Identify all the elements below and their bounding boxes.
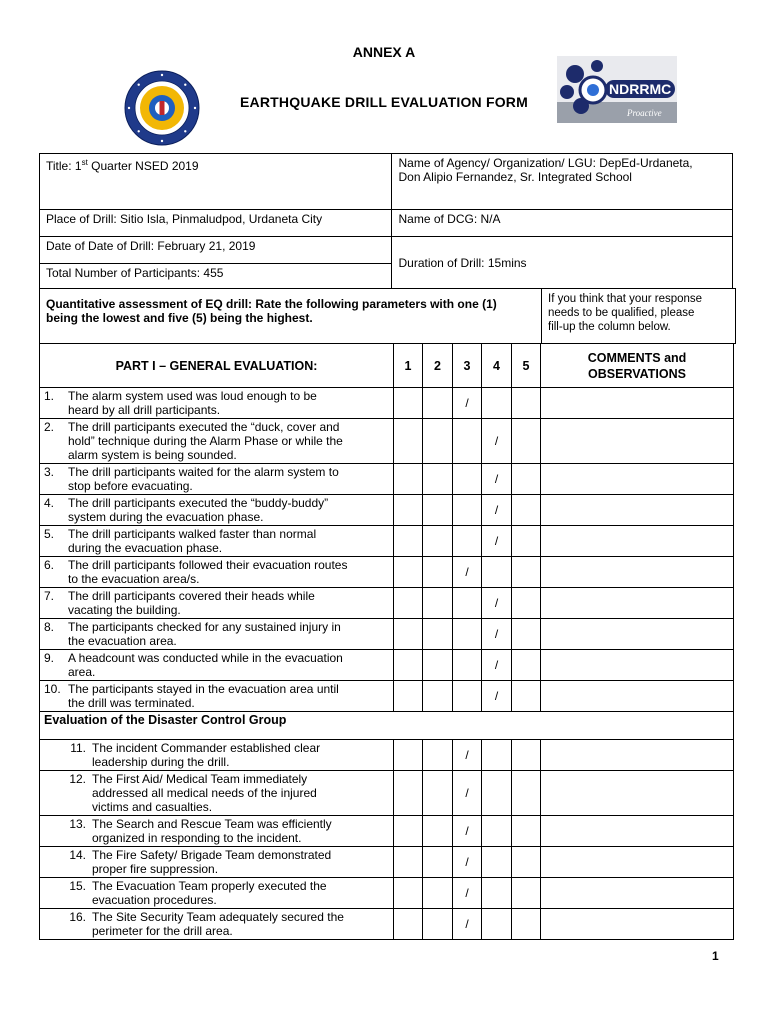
- criterion-number: 1.: [44, 389, 55, 403]
- rating-cell-1[interactable]: [394, 588, 423, 619]
- rating-cell-1[interactable]: [394, 681, 423, 712]
- rating-cell-4[interactable]: [482, 619, 512, 650]
- rating-mark: /: [494, 434, 499, 448]
- criterion-cell: [40, 419, 394, 464]
- dnd-seal-logo: [124, 70, 200, 146]
- quantitative-assessment-table: [39, 288, 736, 344]
- criterion-cell: [40, 557, 394, 588]
- ndrrmc-logo: [557, 56, 677, 123]
- rating-cell-4[interactable]: [482, 588, 512, 619]
- rating-cell-5[interactable]: [512, 619, 541, 650]
- dcg-name-cell: Name of DCG: N/A: [392, 210, 733, 237]
- rating-cell-3[interactable]: [453, 495, 482, 526]
- rating-cell-1[interactable]: [394, 816, 423, 847]
- rating-cell-5[interactable]: [512, 909, 541, 940]
- rating-cell-5[interactable]: [512, 419, 541, 464]
- criterion-number: 9.: [44, 651, 55, 665]
- rating-cell-5[interactable]: [512, 740, 541, 771]
- criterion-text: The drill participants covered their heads while vacating the building.: [68, 589, 315, 617]
- criterion-cell: [40, 740, 394, 771]
- rating-cell-3[interactable]: [453, 816, 482, 847]
- evaluation-table: [39, 343, 734, 940]
- rating-cell-2[interactable]: [423, 878, 453, 909]
- rating-cell-4[interactable]: [482, 740, 512, 771]
- rating-mark: /: [465, 786, 469, 800]
- criterion-text: The Fire Safety/ Brigade Team demonstrated proper fire suppression.: [92, 848, 332, 876]
- rating-cell-1[interactable]: [394, 650, 423, 681]
- rating-cell-1[interactable]: [394, 847, 423, 878]
- evaluation-row: [40, 557, 734, 588]
- rating-header-1: 1: [394, 344, 423, 388]
- rating-cell-2[interactable]: [423, 557, 453, 588]
- evaluation-row: [40, 650, 734, 681]
- duration-cell: Duration of Drill: 15mins: [392, 237, 733, 289]
- rating-cell-5[interactable]: [512, 878, 541, 909]
- evaluation-row: [40, 771, 734, 816]
- criterion-number: 12.: [69, 772, 86, 786]
- rating-cell-3[interactable]: [453, 588, 482, 619]
- comments-cell[interactable]: [541, 419, 734, 464]
- criterion-text: The drill participants walked faster than normal during the evacuation phase.: [68, 527, 317, 555]
- rating-cell-4[interactable]: [482, 526, 512, 557]
- rating-header-3: 3: [453, 344, 482, 388]
- rating-cell-2[interactable]: [423, 419, 453, 464]
- criterion-cell: [40, 495, 394, 526]
- criterion-text: The drill participants followed their evacuation routes to the evacuation area/s.: [68, 558, 348, 586]
- comments-cell[interactable]: [541, 619, 734, 650]
- rating-mark: /: [494, 472, 499, 486]
- drill-info-table: [39, 153, 733, 289]
- date-of-drill-cell: Date of Date of Drill: February 21, 2019: [40, 237, 392, 264]
- criterion-cell: [40, 588, 394, 619]
- rating-cell-5[interactable]: [512, 650, 541, 681]
- rating-mark: /: [494, 534, 499, 548]
- criterion-text: A headcount was conducted while in the evacuation area.: [68, 651, 343, 679]
- evaluation-row: [40, 388, 734, 419]
- criterion-number: 11.: [70, 741, 86, 755]
- participants-cell: Total Number of Participants: 455: [40, 264, 392, 289]
- criterion-number: 10.: [44, 682, 61, 696]
- rating-cell-5[interactable]: [512, 464, 541, 495]
- rating-cell-2[interactable]: [423, 740, 453, 771]
- rating-cell-4[interactable]: [482, 650, 512, 681]
- rating-mark: /: [465, 855, 469, 869]
- rating-cell-5[interactable]: [512, 771, 541, 816]
- comments-cell[interactable]: [541, 771, 734, 816]
- rating-cell-4[interactable]: [482, 495, 512, 526]
- rating-cell-5[interactable]: [512, 557, 541, 588]
- rating-cell-2[interactable]: [423, 388, 453, 419]
- criterion-number: 6.: [44, 558, 55, 572]
- criterion-text: The alarm system used was loud enough to be heard by all drill participants.: [68, 389, 317, 417]
- rating-cell-4[interactable]: [482, 419, 512, 464]
- form-title: EARTHQUAKE DRILL EVALUATION FORM: [240, 94, 528, 110]
- criterion-number: 5.: [44, 527, 55, 541]
- comments-cell[interactable]: [541, 740, 734, 771]
- evaluation-row: [40, 619, 734, 650]
- rating-mark: /: [494, 503, 499, 517]
- comments-cell[interactable]: [541, 681, 734, 712]
- comments-cell[interactable]: [541, 588, 734, 619]
- rating-cell-5[interactable]: [512, 847, 541, 878]
- rating-cell-4[interactable]: [482, 464, 512, 495]
- criterion-number: 4.: [44, 496, 55, 510]
- evaluation-row: [40, 681, 734, 712]
- dcg-section-row: [40, 712, 734, 740]
- rating-cell-2[interactable]: [423, 495, 453, 526]
- comments-header: COMMENTS and OBSERVATIONS: [541, 344, 734, 388]
- rating-mark: /: [494, 658, 499, 672]
- criterion-cell: [40, 464, 394, 495]
- rating-cell-4[interactable]: [482, 878, 512, 909]
- rating-cell-4[interactable]: [482, 909, 512, 940]
- evaluation-row: [40, 495, 734, 526]
- comments-cell[interactable]: [541, 650, 734, 681]
- evaluation-row: [40, 740, 734, 771]
- rating-mark: /: [465, 748, 469, 762]
- rating-cell-3[interactable]: [453, 681, 482, 712]
- rating-cell-1[interactable]: [394, 419, 423, 464]
- criterion-number: 7.: [44, 589, 55, 603]
- rating-mark: /: [465, 824, 469, 838]
- rating-cell-3[interactable]: [453, 771, 482, 816]
- rating-mark: /: [465, 917, 469, 931]
- place-of-drill-cell: Place of Drill: Sitio Isla, Pinmaludpod, Urdaneta City: [40, 210, 392, 237]
- part-one-title: PART I – GENERAL EVALUATION:: [40, 344, 394, 388]
- criterion-cell: [40, 388, 394, 419]
- rating-header-5: 5: [512, 344, 541, 388]
- rating-mark: /: [465, 886, 469, 900]
- criterion-text: The drill participants executed the “duck, cover and hold” technique during the Alarm Phase or while the alarm system is being sounded.: [68, 420, 343, 462]
- criterion-text: The drill participants executed the “buddy-buddy” system during the evacuation phase.: [68, 496, 329, 524]
- rating-cell-3[interactable]: [453, 740, 482, 771]
- rating-cell-5[interactable]: [512, 526, 541, 557]
- rating-cell-2[interactable]: [423, 816, 453, 847]
- agency-cell: Name of Agency/ Organization/ LGU: DepEd-Urdaneta, Don Alipio Fernandez, Sr. Integrated School: [392, 154, 733, 210]
- rating-cell-2[interactable]: [423, 909, 453, 940]
- rating-cell-3[interactable]: [453, 464, 482, 495]
- criterion-cell: [40, 847, 394, 878]
- rating-cell-1[interactable]: [394, 464, 423, 495]
- evaluation-row: [40, 816, 734, 847]
- criterion-number: 13.: [69, 817, 86, 831]
- ndrrmc-tagline: Proactive: [627, 108, 662, 118]
- rating-cell-1[interactable]: [394, 771, 423, 816]
- evaluation-row: [40, 526, 734, 557]
- comments-cell[interactable]: [541, 388, 734, 419]
- comments-note: If you think that your response needs to be qualified, please fill-up the column below.: [542, 289, 736, 344]
- rating-mark: /: [465, 565, 469, 579]
- comments-cell[interactable]: [541, 909, 734, 940]
- drill-title-cell: Title: 1st Quarter NSED 2019: [40, 154, 392, 210]
- evaluation-row: [40, 464, 734, 495]
- criterion-cell: [40, 909, 394, 940]
- evaluation-row: [40, 419, 734, 464]
- criterion-text: The Site Security Team adequately secured the perimeter for the drill area.: [92, 910, 344, 938]
- rating-cell-2[interactable]: [423, 526, 453, 557]
- criterion-text: The participants stayed in the evacuation area until the drill was terminated.: [68, 682, 339, 710]
- comments-cell[interactable]: [541, 816, 734, 847]
- evaluation-row: [40, 878, 734, 909]
- rating-cell-4[interactable]: [482, 816, 512, 847]
- rating-cell-1[interactable]: [394, 388, 423, 419]
- comments-cell[interactable]: [541, 464, 734, 495]
- rating-cell-3[interactable]: [453, 619, 482, 650]
- rating-cell-3[interactable]: [453, 650, 482, 681]
- rating-cell-4[interactable]: [482, 771, 512, 816]
- rating-cell-3[interactable]: [453, 847, 482, 878]
- criterion-text: The First Aid/ Medical Team immediately addressed all medical needs of the injured victims and casualties.: [92, 772, 317, 814]
- rating-cell-5[interactable]: [512, 588, 541, 619]
- criterion-number: 8.: [44, 620, 55, 634]
- criterion-number: 15.: [69, 879, 86, 893]
- annex-label: ANNEX A: [352, 44, 416, 60]
- rating-cell-1[interactable]: [394, 495, 423, 526]
- ndrrmc-logo-text: NDRRMC: [609, 81, 672, 97]
- criterion-number: 3.: [44, 465, 55, 479]
- dcg-section-title: Evaluation of the Disaster Control Group: [40, 712, 734, 740]
- rating-cell-4[interactable]: [482, 847, 512, 878]
- comments-cell[interactable]: [541, 495, 734, 526]
- rating-cell-2[interactable]: [423, 681, 453, 712]
- rating-cell-1[interactable]: [394, 526, 423, 557]
- rating-cell-5[interactable]: [512, 388, 541, 419]
- rating-cell-1[interactable]: [394, 740, 423, 771]
- rating-mark: /: [494, 627, 499, 641]
- rating-cell-1[interactable]: [394, 878, 423, 909]
- criterion-cell: [40, 619, 394, 650]
- evaluation-row: [40, 909, 734, 940]
- rating-cell-2[interactable]: [423, 771, 453, 816]
- assessment-instructions: Quantitative assessment of EQ drill: Rate the following parameters with one (1) being the lowest and five (5) being the highest.: [40, 289, 542, 344]
- rating-cell-3[interactable]: [453, 419, 482, 464]
- rating-header-4: 4: [482, 344, 512, 388]
- rating-cell-3[interactable]: [453, 909, 482, 940]
- rating-cell-2[interactable]: [423, 464, 453, 495]
- rating-cell-3[interactable]: [453, 526, 482, 557]
- comments-cell[interactable]: [541, 878, 734, 909]
- rating-mark: /: [494, 596, 499, 610]
- rating-cell-2[interactable]: [423, 619, 453, 650]
- criterion-number: 2.: [44, 420, 55, 434]
- criterion-text: The drill participants waited for the alarm system to stop before evacuating.: [68, 465, 339, 493]
- rating-cell-4[interactable]: [482, 557, 512, 588]
- rating-cell-3[interactable]: [453, 388, 482, 419]
- criterion-cell: [40, 681, 394, 712]
- rating-cell-1[interactable]: [394, 909, 423, 940]
- rating-cell-1[interactable]: [394, 619, 423, 650]
- evaluation-row: [40, 847, 734, 878]
- rating-cell-2[interactable]: [423, 650, 453, 681]
- rating-header-2: 2: [423, 344, 453, 388]
- criterion-number: 14.: [69, 848, 86, 862]
- evaluation-row: [40, 588, 734, 619]
- rating-cell-3[interactable]: [453, 557, 482, 588]
- comments-cell[interactable]: [541, 526, 734, 557]
- criterion-text: The Search and Rescue Team was efficiently organized in responding to the incident.: [92, 817, 332, 845]
- rating-cell-2[interactable]: [423, 847, 453, 878]
- criterion-cell: [40, 526, 394, 557]
- criterion-cell: [40, 650, 394, 681]
- page-number: 1: [712, 949, 719, 963]
- criterion-text: The Evacuation Team properly executed the evacuation procedures.: [92, 879, 327, 907]
- rating-cell-2[interactable]: [423, 588, 453, 619]
- rating-cell-5[interactable]: [512, 816, 541, 847]
- rating-cell-1[interactable]: [394, 557, 423, 588]
- criterion-text: The participants checked for any sustained injury in the evacuation area.: [68, 620, 341, 648]
- comments-cell[interactable]: [541, 847, 734, 878]
- comments-cell[interactable]: [541, 557, 734, 588]
- rating-cell-3[interactable]: [453, 878, 482, 909]
- criterion-number: 16.: [69, 910, 86, 924]
- criterion-text: The incident Commander established clear leadership during the drill.: [92, 741, 321, 769]
- rating-mark: /: [465, 396, 469, 410]
- criterion-cell: [40, 878, 394, 909]
- rating-mark: /: [494, 689, 499, 703]
- criterion-cell: [40, 771, 394, 816]
- rating-cell-4[interactable]: [482, 681, 512, 712]
- criterion-cell: [40, 816, 394, 847]
- rating-cell-5[interactable]: [512, 495, 541, 526]
- rating-cell-5[interactable]: [512, 681, 541, 712]
- rating-cell-4[interactable]: [482, 388, 512, 419]
